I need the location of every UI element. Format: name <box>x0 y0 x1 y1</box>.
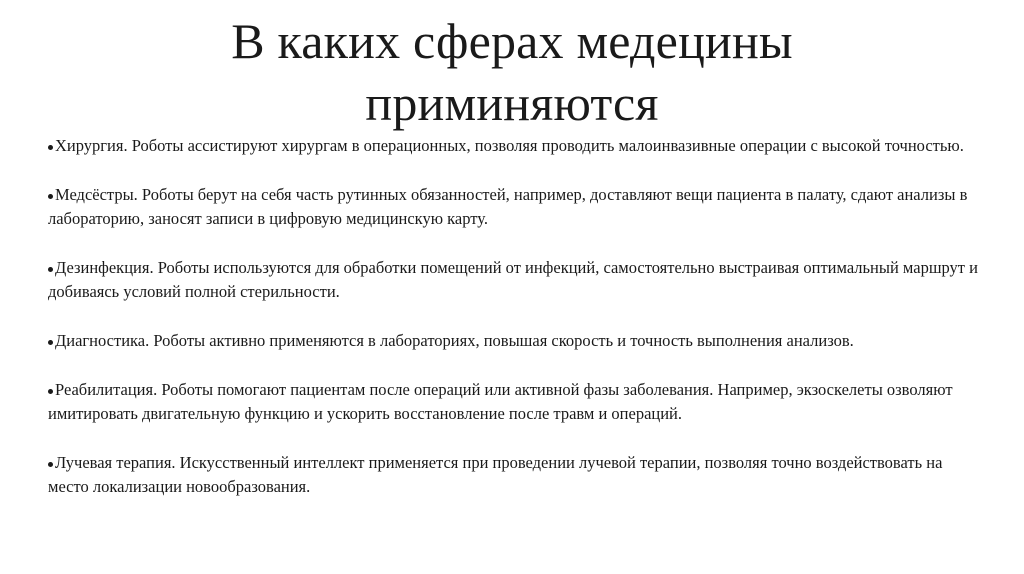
bullet-dot-icon <box>48 194 53 199</box>
bullet-item-rehabilitation <box>48 378 978 426</box>
bullet-list <box>48 134 978 524</box>
bullet-item-diagnostics <box>48 329 978 353</box>
bullet-dot-icon <box>48 462 53 467</box>
bullet-text: Диагностика. Роботы активно применяются в лабораториях, повышая скорость и точность выполнения анализов. <box>55 331 854 350</box>
bullet-dot-icon <box>48 145 53 150</box>
bullet-item-radiotherapy <box>48 451 978 499</box>
bullet-dot-icon <box>48 267 53 272</box>
slide-title-line-2: приминяются <box>365 75 659 131</box>
bullet-item-nurses <box>48 183 978 231</box>
bullet-item-disinfection <box>48 256 978 304</box>
bullet-text: Лучевая терапия. Искусственный интеллект применяется при проведении лучевой терапии, позволяя точно воздействовать на место локализации новообразования. <box>48 453 943 496</box>
slide-title-line-1: В каких сферах медецины <box>231 13 793 69</box>
bullet-dot-icon <box>48 389 53 394</box>
bullet-dot-icon <box>48 340 53 345</box>
bullet-text: Хирургия. Роботы ассистируют хирургам в операционных, позволяя проводить малоинвазивные операции с высокой точностью. <box>55 136 964 155</box>
bullet-text: Дезинфекция. Роботы используются для обработки помещений от инфекций, самостоятельно выстраивая оптимальный маршрут и добиваясь условий полной стерильности. <box>48 258 978 301</box>
bullet-item-surgery <box>48 134 978 158</box>
bullet-text: Реабилитация. Роботы помогают пациентам после операций или активной фазы заболевания. Например, экзоскелеты озволяют имитировать двигательную функцию и ускорить восстановление после травм и операций. <box>48 380 953 423</box>
slide-title <box>0 10 1024 134</box>
bullet-text: Медсёстры. Роботы берут на себя часть рутинных обязанностей, например, доставляют вещи пациента в палату, сдают анализы в лабораторию, заносят записи в цифровую медицинскую карту. <box>48 185 968 228</box>
